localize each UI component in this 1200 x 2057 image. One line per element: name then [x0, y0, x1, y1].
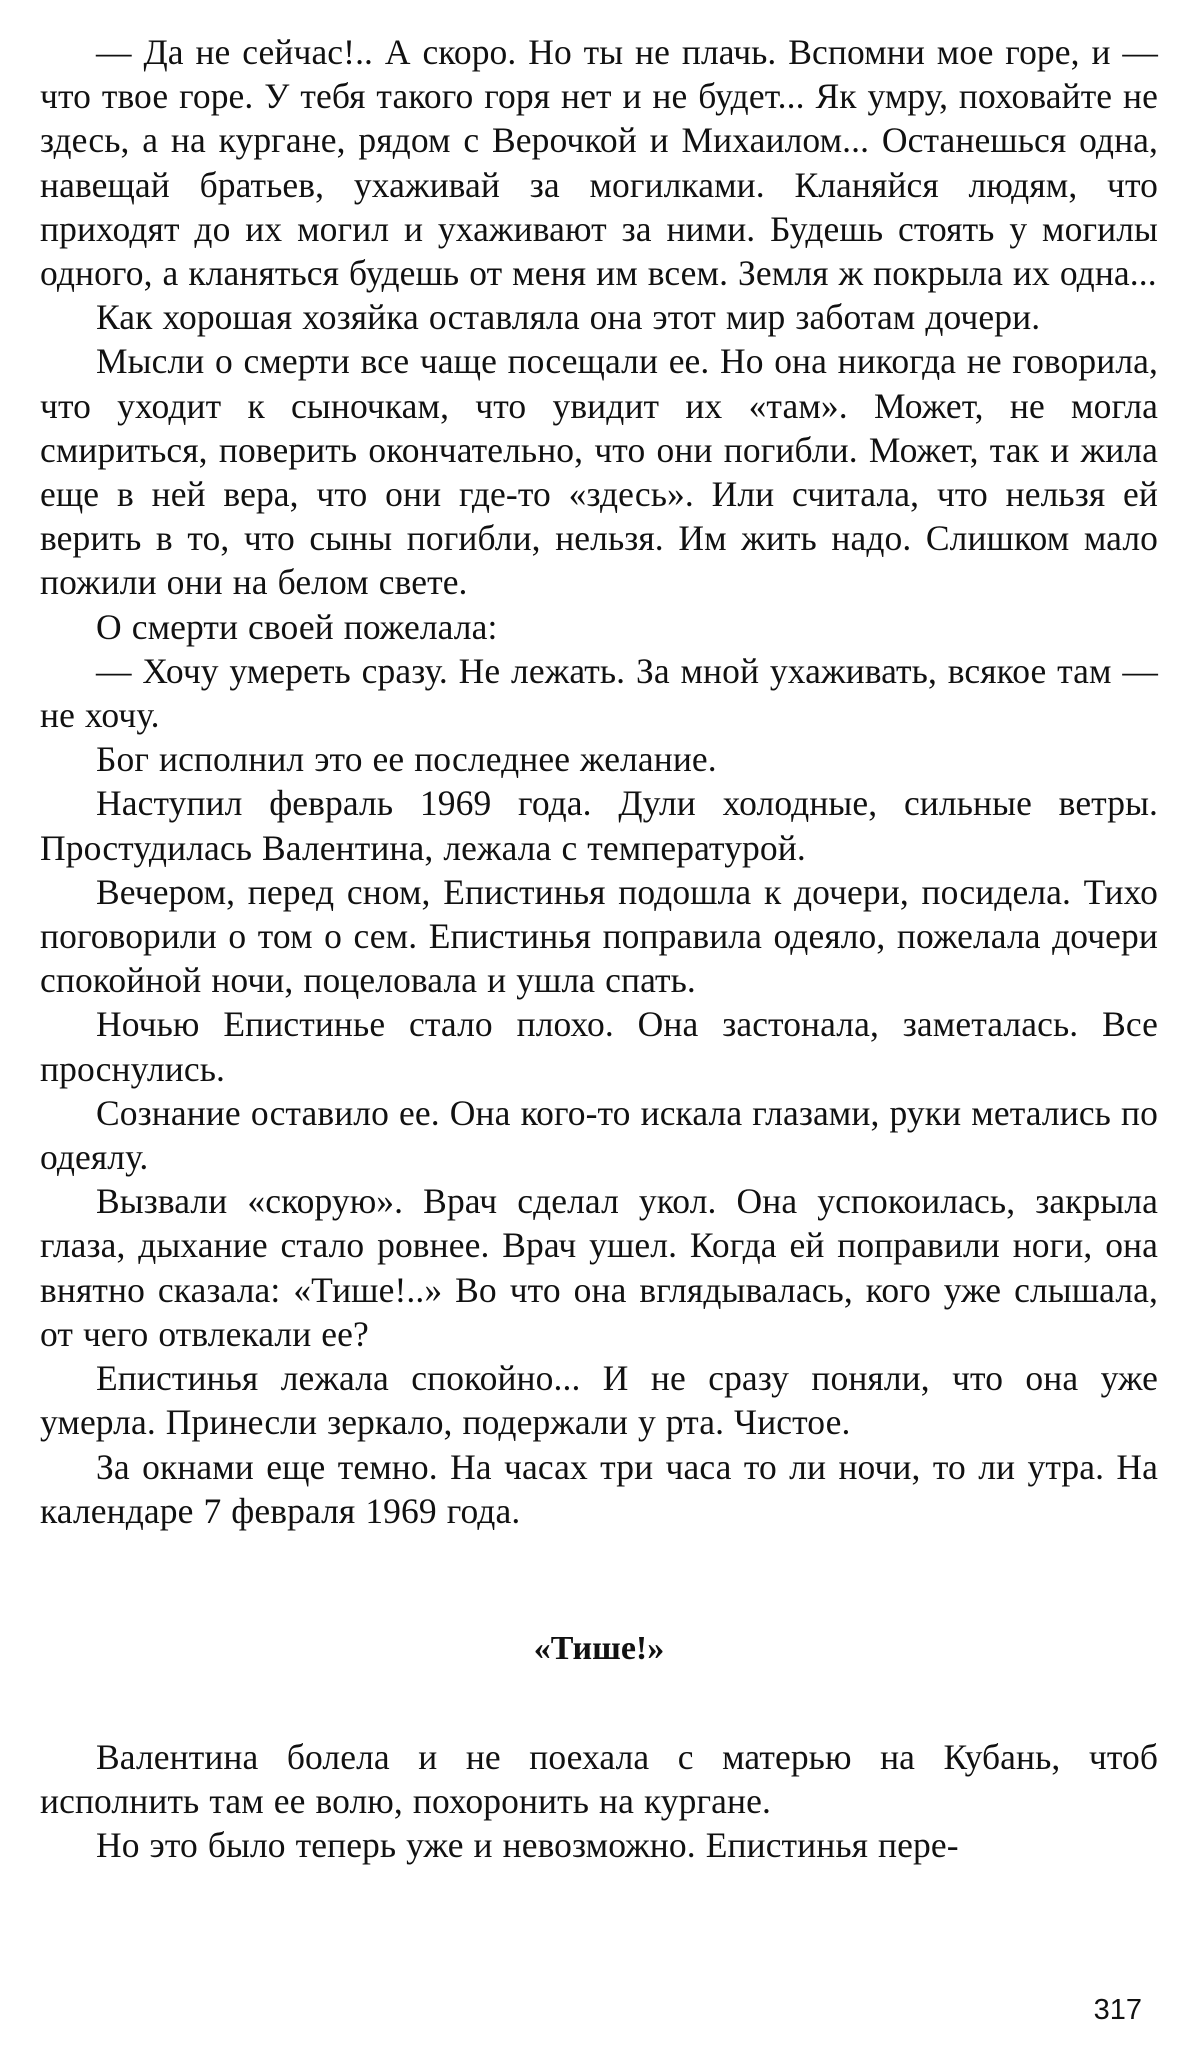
paragraph: Бог исполнил это ее последнее желание. — [96, 739, 717, 780]
chapter-body-text — [40, 1735, 1158, 1868]
paragraph: Вызвали «скорую». Врач сделал укол. Она успокоилась, закрыла глаза, дыхание стало ровнее. Врач ушел. Когда ей поправили ноги, она внятно сказала: «Тише!..» Во что она вглядывалась, кого уже слышала, от чего отвлекали ее? — [40, 1181, 1158, 1354]
page-number: 317 — [1093, 1994, 1142, 2026]
section-spacer — [40, 1533, 1158, 1627]
paragraph: Валентина болела и не поехала с матерью на Кубань, чтоб исполнить там ее волю, похоронить на кургане. — [40, 1736, 1158, 1822]
paragraph: Как хорошая хозяйка оставляла она этот мир заботам дочери. — [96, 297, 1041, 338]
book-page — [40, 30, 1158, 1868]
paragraph: Сознание оставило ее. Она кого-то искала глазами, руки метались по одеялу. — [40, 1092, 1158, 1178]
paragraph: — Хочу умереть сразу. Не лежать. За мной ухаживать, всякое там — не хочу. — [40, 650, 1158, 736]
paragraph: — Да не сейчас!.. А скоро. Но ты не плачь. Вспомни мое горе, и — что твое горе. У тебя такого горя нет и не будет... Як умру, поховайте не здесь, а на кургане, рядом с Верочкой и Михаилом... Останешься одна, навещай братьев, ухаживай за могилками. Кланяйся людям, что приходят до их могил и ухаживают за ними. Будешь стоять у могилы одного, а кланяться будешь от меня им всем. Земля ж покрыла их одна... — [40, 32, 1158, 294]
paragraph: Ночью Епистинье стало плохо. Она застонала, заметалась. Все проснулись. — [40, 1004, 1158, 1089]
page-body-text — [40, 30, 1158, 1533]
paragraph: Епистинья лежала спокойно... И не сразу поняли, что она уже умерла. Принесли зеркало, подержали у рта. Чистое. — [40, 1358, 1158, 1443]
chapter-title: «Тише!» — [533, 1629, 665, 1667]
paragraph: За окнами еще темно. На часах три часа то ли ночи, то ли утра. На календаре 7 февраля 1969 года. — [40, 1446, 1158, 1531]
section-spacer — [40, 1671, 1158, 1735]
paragraph: Наступил февраль 1969 года. Дули холодные, сильные ветры. Простудилась Валентина, лежала с температурой. — [40, 783, 1158, 868]
paragraph: Но это было теперь уже и невозможно. Епистинья пере- — [96, 1825, 959, 1866]
paragraph: Вечером, перед сном, Епистинья подошла к дочери, посидела. Тихо поговорили о том о сем. Епистинья поправила одеяло, пожелала дочери спокойной ночи, поцеловала и ушла спать. — [40, 871, 1158, 1001]
paragraph: Мысли о смерти все чаще посещали ее. Но она никогда не говорила, что уходит к сыночкам, что увидит их «там». Может, не могла смириться, поверить окончательно, что они погибли. Может, так и жила еще в ней вера, что они где-то «здесь». Или считала, что нельзя ей верить в то, что сыны погибли, нельзя. Им жить надо. Слишком мало пожили они на белом свете. — [40, 341, 1158, 603]
paragraph: О смерти своей пожелала: — [96, 606, 498, 647]
